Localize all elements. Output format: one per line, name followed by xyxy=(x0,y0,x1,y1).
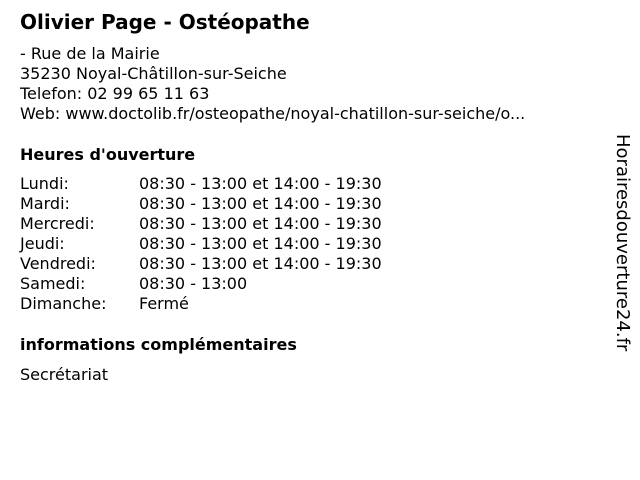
city-address: 35230 Noyal-Châtillon-sur-Seiche xyxy=(20,64,287,83)
phone-number: Telefon: 02 99 65 11 63 xyxy=(20,84,210,103)
info-text: Secrétariat xyxy=(20,365,109,384)
hours-day: Dimanche: xyxy=(20,294,107,313)
address-block xyxy=(20,44,525,124)
page-title: Olivier Page - Ostéopathe xyxy=(20,10,310,34)
hours-time: 08:30 - 13:00 et 14:00 - 19:30 xyxy=(139,234,382,253)
hours-day: Samedi: xyxy=(20,274,86,293)
hours-day: Mardi: xyxy=(20,194,70,213)
hours-day: Jeudi: xyxy=(20,234,65,253)
site-watermark: Horairesdouverture24.fr xyxy=(612,134,633,352)
hours-day: Vendredi: xyxy=(20,254,96,273)
hours-time: 08:30 - 13:00 et 14:00 - 19:30 xyxy=(139,254,382,273)
hours-day: Mercredi: xyxy=(20,214,95,233)
hours-time: 08:30 - 13:00 xyxy=(139,274,248,293)
hours-heading: Heures d'ouverture xyxy=(20,145,196,164)
street-address: - Rue de la Mairie xyxy=(20,44,160,63)
website-link: Web: www.doctolib.fr/osteopathe/noyal-chatillon-sur-seiche/o... xyxy=(20,104,526,123)
hours-day: Lundi: xyxy=(20,174,69,193)
hours-time: 08:30 - 13:00 et 14:00 - 19:30 xyxy=(139,214,382,233)
info-heading: informations complémentaires xyxy=(20,335,297,354)
hours-time: Fermé xyxy=(139,294,189,313)
hours-time: 08:30 - 13:00 et 14:00 - 19:30 xyxy=(139,174,382,193)
hours-time: 08:30 - 13:00 et 14:00 - 19:30 xyxy=(139,194,382,213)
